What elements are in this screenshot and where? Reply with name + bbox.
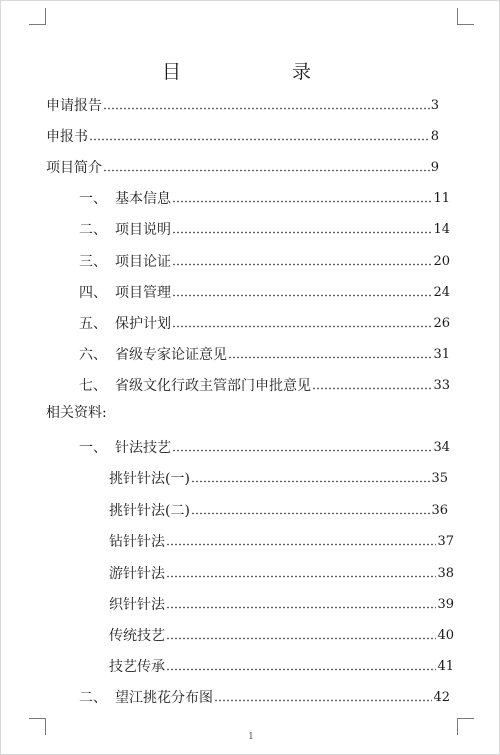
toc-leader-dots xyxy=(166,542,436,547)
toc-entry-label xyxy=(79,377,311,395)
toc-entry-xiangmu-guanli[interactable] xyxy=(79,280,450,302)
toc-entry-text: 保护计划 xyxy=(115,316,171,332)
toc-entry-text: 项目说明 xyxy=(115,222,171,238)
toc-entry-label: 技艺传承 xyxy=(109,659,165,675)
toc-entry-number: 二、 xyxy=(79,222,107,238)
toc-leader-dots xyxy=(214,698,432,703)
toc-entry-page: 40 xyxy=(437,628,454,643)
toc-entry-number: 四、 xyxy=(79,285,107,301)
toc-title-char-1: 目 xyxy=(162,61,182,83)
toc-entry-label xyxy=(79,439,171,457)
toc-entry-page: 35 xyxy=(431,471,448,486)
corner-mark-top-left xyxy=(29,8,46,25)
toc-entry-label xyxy=(79,253,171,271)
toc-leader-dots xyxy=(312,386,432,391)
toc-entry-page: 24 xyxy=(433,285,450,300)
toc-entry-label xyxy=(79,284,171,302)
toc-entry-jiben-xinxi[interactable] xyxy=(79,186,450,208)
toc-leader-dots xyxy=(89,137,430,142)
toc-entry-label: 申报书 xyxy=(46,129,88,145)
toc-entry-number: 三、 xyxy=(79,254,107,270)
toc-entry-page: 3 xyxy=(430,98,439,113)
toc-entry-page: 36 xyxy=(431,503,448,518)
toc-entry-label: 钻针针法 xyxy=(109,534,165,550)
toc-leader-dots xyxy=(172,324,432,329)
toc-entry-shenpi-yijian[interactable] xyxy=(79,373,450,395)
toc-entry-xiangmu-jianjie[interactable] xyxy=(46,155,439,177)
toc-entry-label: 挑针针法(二) xyxy=(109,503,190,519)
toc-entry-label xyxy=(79,315,171,333)
toc-entry-text: 基本信息 xyxy=(115,191,171,207)
toc-section-heading-xiangguan-ziliao: 相关资料: xyxy=(46,405,107,421)
toc-entry-shenqing-baogao[interactable] xyxy=(46,93,439,115)
toc-entry-zhenfa-jiyi[interactable] xyxy=(79,435,450,457)
toc-entry-zuanzhen[interactable] xyxy=(109,529,454,551)
toc-entry-page: 26 xyxy=(433,316,450,331)
toc-entry-tiaozhen-1[interactable] xyxy=(109,466,448,488)
toc-entry-tiaozhen-2[interactable] xyxy=(109,498,448,520)
toc-entry-baohu-jihua[interactable] xyxy=(79,311,450,333)
toc-entry-page: 34 xyxy=(433,440,450,455)
toc-leader-dots xyxy=(166,574,436,579)
toc-entry-fenbutu[interactable] xyxy=(79,685,450,707)
toc-entry-page: 42 xyxy=(433,690,450,705)
toc-entry-label: 游针针法 xyxy=(109,566,165,582)
toc-entry-page: 33 xyxy=(433,378,450,393)
page-number: 1 xyxy=(248,732,254,742)
toc-leader-dots xyxy=(228,355,432,360)
toc-leader-dots xyxy=(172,448,432,453)
toc-entry-page: 14 xyxy=(433,222,450,237)
toc-title xyxy=(1,57,500,87)
toc-entry-page: 38 xyxy=(437,566,454,581)
toc-entry-label: 传统技艺 xyxy=(109,628,165,644)
toc-entry-jiyi-chuancheng[interactable] xyxy=(109,654,454,676)
toc-leader-dots xyxy=(103,168,430,173)
toc-entry-shenbaoshu[interactable] xyxy=(46,124,439,146)
toc-leader-dots xyxy=(166,667,436,672)
toc-entry-text: 针法技艺 xyxy=(115,440,171,456)
toc-entry-page: 37 xyxy=(437,534,454,549)
toc-entry-label: 项目简介 xyxy=(46,160,102,176)
toc-entry-text: 望江挑花分布图 xyxy=(115,690,213,706)
toc-entry-page: 41 xyxy=(437,659,454,674)
toc-leader-dots xyxy=(172,199,432,204)
toc-entry-label: 织针针法 xyxy=(109,597,165,613)
toc-leader-dots xyxy=(166,636,436,641)
toc-entry-label xyxy=(79,689,213,707)
toc-entry-text: 省级文化行政主管部门申批意见 xyxy=(115,378,311,394)
toc-leader-dots xyxy=(191,479,431,484)
toc-entry-page: 31 xyxy=(433,347,450,362)
toc-entry-label xyxy=(79,221,171,239)
toc-leader-dots xyxy=(172,262,432,267)
toc-entry-number: 一、 xyxy=(79,191,107,207)
toc-entry-number: 一、 xyxy=(79,440,107,456)
toc-entry-youzhen[interactable] xyxy=(109,561,454,583)
toc-entry-number: 五、 xyxy=(79,316,107,332)
toc-entry-page: 9 xyxy=(430,160,439,175)
toc-entry-page: 11 xyxy=(433,191,450,206)
toc-entry-page: 20 xyxy=(433,254,450,269)
toc-entry-text: 项目论证 xyxy=(115,254,171,270)
toc-entry-label: 申请报告 xyxy=(46,98,102,114)
toc-entry-number: 六、 xyxy=(79,347,107,363)
toc-entry-text: 项目管理 xyxy=(115,285,171,301)
toc-entry-number: 七、 xyxy=(79,378,107,394)
toc-leader-dots xyxy=(172,293,432,298)
toc-entry-chuantong-jiyi[interactable] xyxy=(109,623,454,645)
toc-entry-xiangmu-shuoming[interactable] xyxy=(79,217,450,239)
corner-mark-top-right xyxy=(457,8,474,25)
toc-entry-label xyxy=(79,190,171,208)
toc-entry-label xyxy=(79,346,227,364)
toc-entry-zhizhen[interactable] xyxy=(109,592,454,614)
toc-leader-dots xyxy=(191,511,431,516)
toc-leader-dots xyxy=(103,106,430,111)
toc-entry-label: 挑针针法(一) xyxy=(109,471,190,487)
toc-entry-text: 省级专家论证意见 xyxy=(115,347,227,363)
toc-entry-number: 二、 xyxy=(79,690,107,706)
toc-entry-page: 8 xyxy=(430,129,439,144)
toc-title-char-2: 录 xyxy=(292,61,312,83)
toc-entry-xiangmu-lunzheng[interactable] xyxy=(79,249,450,271)
toc-entry-zhuanjia-yijian[interactable] xyxy=(79,342,450,364)
toc-leader-dots xyxy=(172,230,432,235)
toc-leader-dots xyxy=(166,605,436,610)
toc-entry-page: 39 xyxy=(437,597,454,612)
